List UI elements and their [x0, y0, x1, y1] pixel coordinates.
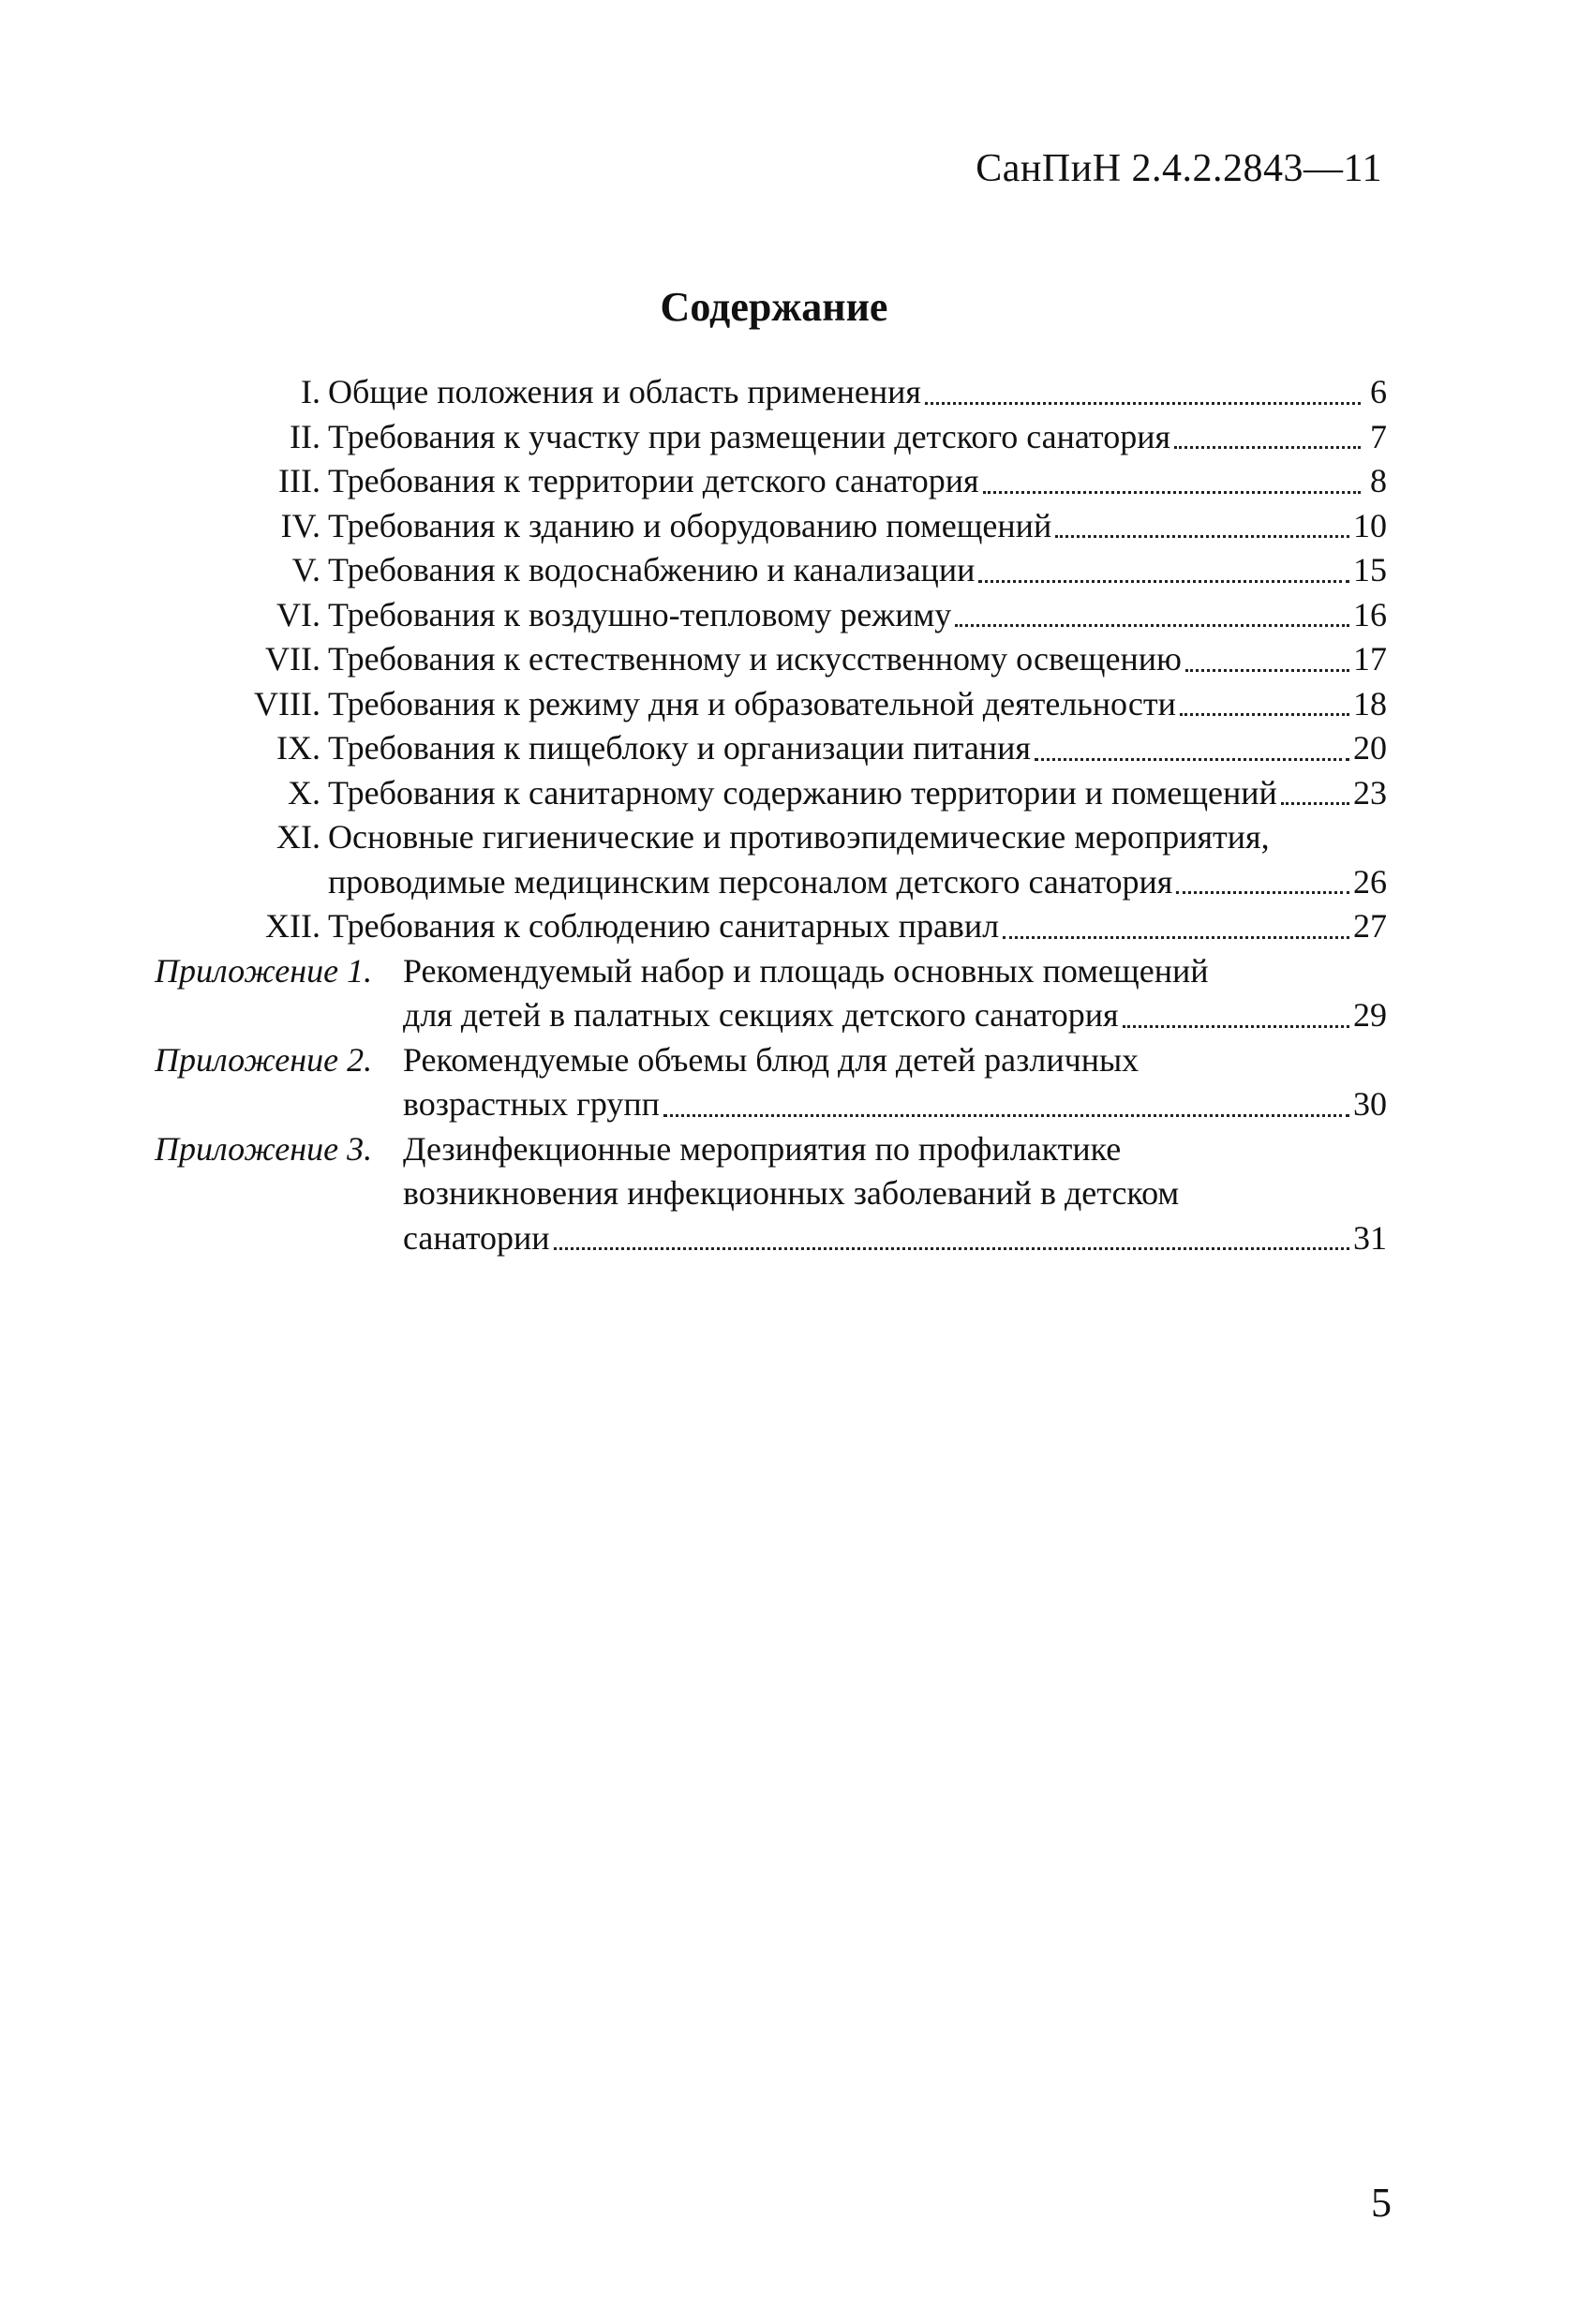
- toc-label: проводимые медицинским персоналом детского санатория: [328, 862, 1173, 901]
- dot-leader: [1003, 936, 1349, 939]
- toc-label: Общие положения и область применения: [328, 373, 921, 410]
- toc-label: Основные гигиенические и противоэпидемические мероприятия,: [328, 818, 1270, 856]
- toc-entry[interactable]: [141, 415, 1387, 460]
- appendix-prefix: Приложение 2.: [155, 1040, 373, 1079]
- toc-label: Требования к санитарному содержанию территории и помещений: [328, 773, 1277, 812]
- toc-page: 6: [1370, 373, 1387, 410]
- toc-number: V.: [291, 551, 320, 588]
- appendix-label: возрастных групп: [403, 1085, 660, 1123]
- dot-leader: [1123, 1025, 1349, 1028]
- toc-page: 17: [1353, 640, 1387, 678]
- toc-number: XI.: [276, 818, 320, 856]
- toc-label: Требования к пищеблоку и организации питания: [328, 729, 1031, 767]
- toc-label: Требования к соблюдению санитарных правил: [328, 907, 1000, 945]
- dot-leader: [1185, 669, 1349, 672]
- toc-page: 18: [1353, 684, 1387, 723]
- toc-number: X.: [288, 773, 320, 812]
- toc-entry-continuation[interactable]: [141, 860, 1387, 905]
- appendix-entry[interactable]: [155, 1038, 1387, 1127]
- toc-page: 10: [1353, 506, 1387, 544]
- dot-leader: [663, 1114, 1349, 1117]
- toc-page: 15: [1353, 551, 1387, 588]
- toc-title: Содержание: [660, 284, 888, 330]
- appendix-page: 29: [1353, 996, 1387, 1034]
- toc-label: Требования к воздушно-тепловому режиму: [328, 595, 952, 633]
- dot-leader: [1174, 446, 1361, 449]
- toc-entry[interactable]: [141, 726, 1387, 771]
- appendix-label: для детей в палатных секциях детского санатория: [403, 996, 1119, 1034]
- toc-label: Требования к участку при размещении детского санатория: [328, 417, 1171, 455]
- appendix-entry[interactable]: [155, 1127, 1387, 1261]
- appendix-label: Рекомендуемый набор и площадь основных помещений: [403, 951, 1209, 990]
- toc-page: 16: [1353, 595, 1387, 633]
- appendix-prefix: Приложение 1.: [155, 951, 373, 990]
- toc-entry[interactable]: [141, 771, 1387, 816]
- toc-page: 26: [1353, 862, 1387, 901]
- toc-label: Требования к территории детского санатория: [328, 462, 979, 499]
- toc-page: 8: [1370, 462, 1387, 499]
- page-number: 5: [1371, 2180, 1392, 2226]
- dot-leader: [1180, 713, 1349, 716]
- toc-entry[interactable]: [141, 370, 1387, 415]
- toc-entry-first-line[interactable]: [141, 815, 1387, 860]
- appendix-label: Рекомендуемые объемы блюд для детей различных: [403, 1040, 1140, 1079]
- appendix-prefix: Приложение 3.: [155, 1129, 373, 1168]
- toc-entry[interactable]: [141, 459, 1387, 504]
- toc-number: III.: [278, 462, 320, 499]
- appendix-entry[interactable]: [155, 949, 1387, 1038]
- document-code: СанПиН 2.4.2.2843—11: [976, 147, 1382, 190]
- dot-leader: [978, 580, 1349, 583]
- dot-leader: [1035, 758, 1349, 761]
- appendix-label: возникновения инфекционных заболеваний в детском: [403, 1174, 1180, 1212]
- toc-number: II.: [290, 417, 320, 455]
- toc-number: VIII.: [254, 684, 320, 723]
- dot-leader: [1176, 891, 1349, 894]
- dot-leader: [554, 1247, 1350, 1250]
- toc-page: 20: [1353, 729, 1387, 767]
- toc-number: VI.: [276, 595, 320, 633]
- table-of-contents: [141, 370, 1387, 1260]
- toc-label: Требования к режиму дня и образовательной деятельности: [328, 684, 1176, 723]
- toc-entry[interactable]: [141, 904, 1387, 949]
- toc-number: I.: [301, 373, 320, 410]
- toc-number: XII.: [265, 907, 320, 945]
- toc-page: 23: [1353, 773, 1387, 812]
- dot-leader: [925, 402, 1361, 405]
- toc-page: 7: [1370, 417, 1387, 455]
- toc-entry[interactable]: [141, 548, 1387, 593]
- toc-label: Требования к зданию и оборудованию помещений: [328, 506, 1052, 544]
- appendix-label: санатории: [403, 1218, 550, 1257]
- toc-label: Требования к водоснабжению и канализации: [328, 551, 976, 588]
- toc-entry[interactable]: [141, 593, 1387, 638]
- toc-number: IX.: [276, 729, 320, 767]
- toc-number: IV.: [280, 506, 320, 544]
- dot-leader: [1281, 802, 1349, 805]
- appendix-page: 31: [1353, 1218, 1387, 1257]
- dot-leader: [955, 624, 1349, 627]
- appendix-page: 30: [1353, 1085, 1387, 1123]
- toc-page: 27: [1353, 907, 1387, 945]
- toc-number: VII.: [265, 640, 320, 678]
- dot-leader: [1055, 535, 1349, 538]
- dot-leader: [983, 491, 1361, 494]
- toc-entry[interactable]: [141, 637, 1387, 682]
- appendix-label: Дезинфекционные мероприятия по профилактике: [403, 1129, 1122, 1168]
- toc-entry[interactable]: [141, 682, 1387, 727]
- toc-label: Требования к естественному и искусственному освещению: [328, 640, 1182, 678]
- toc-entry[interactable]: [141, 504, 1387, 549]
